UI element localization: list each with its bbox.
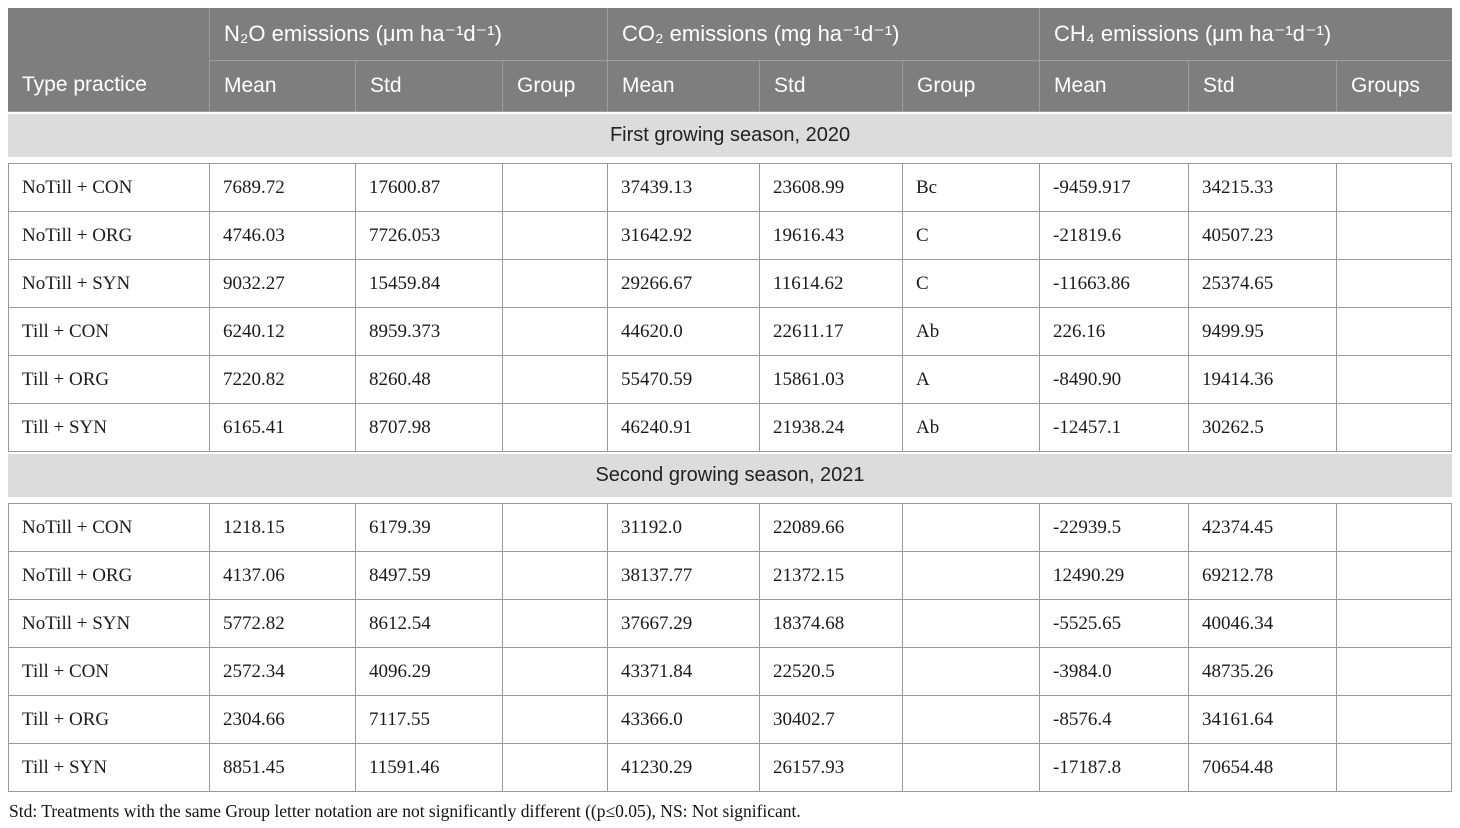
value-cell: -9459.917 [1040, 163, 1189, 212]
column-header-co2-group: Group [903, 61, 1040, 112]
value-cell [503, 600, 608, 648]
header-sub-row [8, 61, 1452, 112]
column-group-ch4-emissions: CH₄ emissions (μm ha⁻¹d⁻¹) [1040, 8, 1452, 61]
column-header-co2-mean: Mean [608, 61, 760, 112]
value-cell: 6165.41 [210, 404, 356, 452]
value-cell: 69212.78 [1189, 552, 1337, 600]
column-group-n2o-emissions: N₂O emissions (μm ha⁻¹d⁻¹) [210, 8, 608, 61]
value-cell [503, 503, 608, 552]
value-cell: 19616.43 [760, 212, 903, 260]
value-cell: -8576.4 [1040, 696, 1189, 744]
value-cell: 4746.03 [210, 212, 356, 260]
value-cell [903, 696, 1040, 744]
column-group-co2-emissions: CO₂ emissions (mg ha⁻¹d⁻¹) [608, 8, 1040, 61]
value-cell: 21938.24 [760, 404, 903, 452]
value-cell: -12457.1 [1040, 404, 1189, 452]
value-cell [1337, 503, 1452, 552]
value-cell: 8260.48 [356, 356, 503, 404]
value-cell [903, 744, 1040, 792]
header-group-row [8, 8, 1452, 61]
value-cell: 11591.46 [356, 744, 503, 792]
value-cell: 55470.59 [608, 356, 760, 404]
value-cell: C [903, 212, 1040, 260]
value-cell: -3984.0 [1040, 648, 1189, 696]
column-header-n2o-std: Std [356, 61, 503, 112]
column-header-type-practice: Type practice [8, 8, 210, 112]
value-cell: 12490.29 [1040, 552, 1189, 600]
value-cell: Bc [903, 163, 1040, 212]
value-cell: 19414.36 [1189, 356, 1337, 404]
value-cell: 1218.15 [210, 503, 356, 552]
value-cell [1337, 696, 1452, 744]
value-cell: 17600.87 [356, 163, 503, 212]
value-cell [503, 308, 608, 356]
value-cell: C [903, 260, 1040, 308]
value-cell [503, 260, 608, 308]
value-cell: 70654.48 [1189, 744, 1337, 792]
table-body [8, 112, 1452, 792]
footnote: Std: Treatments with the same Group letter notation are not significantly different ((p≤0.05), NS: Not significant. [9, 801, 801, 821]
value-cell: 7117.55 [356, 696, 503, 744]
value-cell: A [903, 356, 1040, 404]
table-row [8, 163, 1452, 212]
value-cell: -17187.8 [1040, 744, 1189, 792]
table-row [8, 308, 1452, 356]
table-header [8, 8, 1452, 112]
value-cell: 26157.93 [760, 744, 903, 792]
table-row [8, 212, 1452, 260]
value-cell: 8497.59 [356, 552, 503, 600]
value-cell: 37439.13 [608, 163, 760, 212]
value-cell: 9499.95 [1189, 308, 1337, 356]
value-cell: 2572.34 [210, 648, 356, 696]
value-cell: 18374.68 [760, 600, 903, 648]
practice-cell: NoTill + SYN [8, 600, 210, 648]
practice-cell: Till + ORG [8, 696, 210, 744]
value-cell [503, 696, 608, 744]
table-row [8, 696, 1452, 744]
value-cell [1337, 308, 1452, 356]
value-cell: 226.16 [1040, 308, 1189, 356]
value-cell: -21819.6 [1040, 212, 1189, 260]
table-row [8, 552, 1452, 600]
value-cell: 7220.82 [210, 356, 356, 404]
table-row [8, 648, 1452, 696]
value-cell: 7726.053 [356, 212, 503, 260]
value-cell: 23608.99 [760, 163, 903, 212]
practice-cell: NoTill + CON [8, 163, 210, 212]
value-cell: 21372.15 [760, 552, 903, 600]
value-cell [903, 600, 1040, 648]
value-cell: 8851.45 [210, 744, 356, 792]
practice-cell: NoTill + ORG [8, 212, 210, 260]
value-cell: -22939.5 [1040, 503, 1189, 552]
value-cell: 5772.82 [210, 600, 356, 648]
value-cell: 15459.84 [356, 260, 503, 308]
value-cell [1337, 356, 1452, 404]
value-cell [503, 212, 608, 260]
value-cell [503, 356, 608, 404]
column-header-ch4-mean: Mean [1040, 61, 1189, 112]
value-cell: 2304.66 [210, 696, 356, 744]
value-cell: Ab [903, 404, 1040, 452]
value-cell: -5525.65 [1040, 600, 1189, 648]
value-cell: 30402.7 [760, 696, 903, 744]
value-cell: 30262.5 [1189, 404, 1337, 452]
value-cell [1337, 212, 1452, 260]
value-cell: -11663.86 [1040, 260, 1189, 308]
value-cell: 48735.26 [1189, 648, 1337, 696]
value-cell: 42374.45 [1189, 503, 1337, 552]
value-cell [1337, 163, 1452, 212]
value-cell: 38137.77 [608, 552, 760, 600]
value-cell [503, 648, 608, 696]
value-cell: 31192.0 [608, 503, 760, 552]
practice-cell: Till + ORG [8, 356, 210, 404]
practice-cell: NoTill + CON [8, 503, 210, 552]
value-cell [1337, 552, 1452, 600]
emissions-table [8, 8, 1452, 792]
value-cell: 6240.12 [210, 308, 356, 356]
column-header-ch4-groups: Groups [1337, 61, 1452, 112]
table-row [8, 744, 1452, 792]
table-row [8, 404, 1452, 452]
season-title: Second growing season, 2021 [8, 452, 1452, 503]
value-cell: 11614.62 [760, 260, 903, 308]
value-cell: 9032.27 [210, 260, 356, 308]
column-header-n2o-group: Group [503, 61, 608, 112]
value-cell [903, 648, 1040, 696]
season-band-row [8, 112, 1452, 163]
value-cell [903, 552, 1040, 600]
value-cell: 4096.29 [356, 648, 503, 696]
value-cell: 29266.67 [608, 260, 760, 308]
practice-cell: Till + SYN [8, 744, 210, 792]
value-cell: 22089.66 [760, 503, 903, 552]
table-row [8, 503, 1452, 552]
value-cell: Ab [903, 308, 1040, 356]
value-cell: 34161.64 [1189, 696, 1337, 744]
practice-cell: NoTill + ORG [8, 552, 210, 600]
value-cell: 4137.06 [210, 552, 356, 600]
value-cell: 8707.98 [356, 404, 503, 452]
table-row [8, 260, 1452, 308]
practice-cell: Till + CON [8, 308, 210, 356]
value-cell: 41230.29 [608, 744, 760, 792]
value-cell: 44620.0 [608, 308, 760, 356]
value-cell: -8490.90 [1040, 356, 1189, 404]
value-cell: 25374.65 [1189, 260, 1337, 308]
value-cell [1337, 404, 1452, 452]
value-cell: 8959.373 [356, 308, 503, 356]
column-header-n2o-mean: Mean [210, 61, 356, 112]
value-cell: 40046.34 [1189, 600, 1337, 648]
value-cell [503, 552, 608, 600]
practice-cell: Till + CON [8, 648, 210, 696]
value-cell: 46240.91 [608, 404, 760, 452]
value-cell: 43371.84 [608, 648, 760, 696]
value-cell: 7689.72 [210, 163, 356, 212]
value-cell: 40507.23 [1189, 212, 1337, 260]
column-header-ch4-std: Std [1189, 61, 1337, 112]
practice-cell: Till + SYN [8, 404, 210, 452]
value-cell [503, 744, 608, 792]
value-cell [503, 404, 608, 452]
value-cell [1337, 648, 1452, 696]
column-header-co2-std: Std [760, 61, 903, 112]
value-cell [1337, 744, 1452, 792]
value-cell: 6179.39 [356, 503, 503, 552]
value-cell: 22611.17 [760, 308, 903, 356]
value-cell: 43366.0 [608, 696, 760, 744]
value-cell: 34215.33 [1189, 163, 1337, 212]
value-cell [1337, 600, 1452, 648]
value-cell [903, 503, 1040, 552]
season-band-row [8, 452, 1452, 503]
value-cell [1337, 260, 1452, 308]
value-cell: 8612.54 [356, 600, 503, 648]
value-cell: 15861.03 [760, 356, 903, 404]
practice-cell: NoTill + SYN [8, 260, 210, 308]
value-cell: 31642.92 [608, 212, 760, 260]
table-row [8, 600, 1452, 648]
value-cell [503, 163, 608, 212]
table-row [8, 356, 1452, 404]
value-cell: 37667.29 [608, 600, 760, 648]
value-cell: 22520.5 [760, 648, 903, 696]
season-title: First growing season, 2020 [8, 112, 1452, 163]
